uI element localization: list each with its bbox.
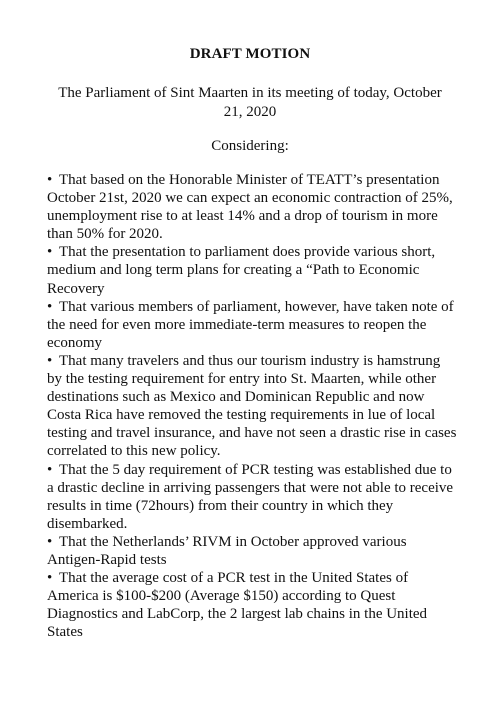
bullet-icon: • — [47, 533, 53, 550]
clause-text: That the 5 day requirement of PCR testing was established due to a drastic decline in arriving passengers that were not able to receive results in time (72hours) from their country in which they disembarked. — [47, 461, 454, 532]
clause-text: That many travelers and thus our tourism industry is hamstrung by the testing requirement for entry into St. Maarten, while other destinations such as Mexico and Dominican Republic and now Costa Rica have removed the testing requirements in lue of local testing and travel insurance, and have not seen a drastic rise in cases correlated to this new policy. — [47, 352, 457, 460]
clause-text: That the Netherlands’ RIVM in October approved various Antigen-Rapid tests — [47, 533, 407, 568]
document-title: DRAFT MOTION — [189, 46, 311, 62]
clause-text: That the presentation to parliament does provide various short, medium and long term plans for creating a “Path to Economic Recovery — [47, 244, 436, 297]
clause-text: That various members of parliament, however, have taken note of the need for even more immediate-term measures to reopen the economy — [47, 298, 454, 351]
clause-list — [47, 171, 457, 641]
clause-text: That the average cost of a PCR test in the United States of America is $100-$200 (Average $150) according to Quest Diagnostics and LabCorp, the 2 largest lab chains in the United States — [47, 570, 428, 641]
preamble-text: The Parliament of Sint Maarten in its meeting of today, October 21, 2020 — [58, 85, 442, 120]
clause-item — [47, 298, 457, 352]
bullet-icon: • — [47, 298, 53, 315]
bullet-icon: • — [47, 352, 53, 369]
clause-item — [47, 171, 457, 243]
bullet-icon: • — [47, 570, 53, 587]
bullet-icon: • — [47, 244, 53, 261]
clause-item — [47, 533, 457, 569]
bullet-icon: • — [47, 172, 53, 188]
bullet-icon: • — [47, 461, 53, 478]
clause-item — [47, 352, 457, 461]
clause-text: That based on the Honorable Minister of TEATT’s presentation October 21st, 2020 we can expect an economic contraction of 25%, unemployment rise to at least 14% and a drop of tourism in more than 50% for 2020. — [47, 172, 453, 243]
clause-item — [47, 461, 457, 533]
clause-item — [47, 243, 457, 297]
considering-heading: Considering: — [211, 138, 289, 154]
clause-item — [47, 569, 457, 641]
